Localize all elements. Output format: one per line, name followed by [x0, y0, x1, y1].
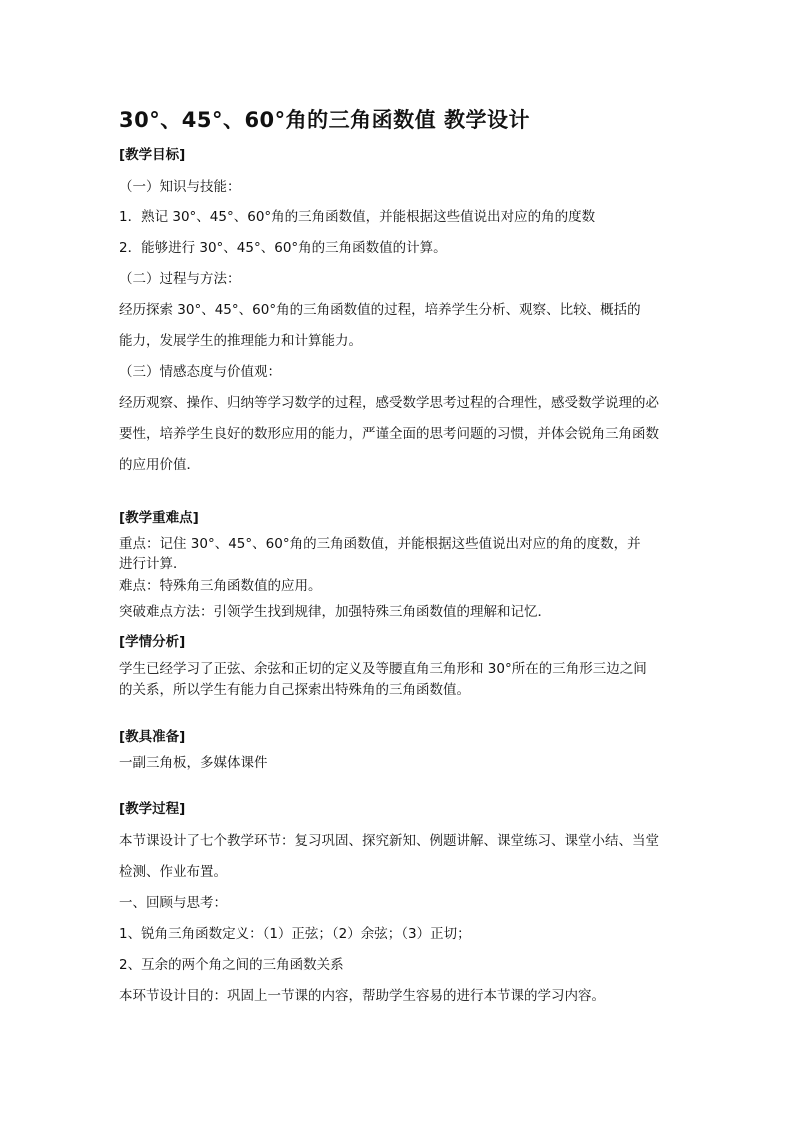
tools-line-1: 一副三角板，多媒体课件	[119, 755, 268, 771]
process-line-2: 检测、作业布置。	[119, 864, 227, 880]
goal1-item-2: 2．能够进行 30°、45°、60°角的三角函数值的计算。	[119, 240, 447, 256]
process-heading: [教学过程]	[119, 801, 186, 817]
goal3-heading: （三）情感态度与价值观：	[119, 364, 281, 380]
analysis-line-1: 学生已经学习了正弦、余弦和正切的定义及等腰直角三角形和 30°所在的三角形三边之间	[119, 661, 647, 677]
goal2-paragraph-line-1: 经历探索 30°、45°、60°角的三角函数值的过程，培养学生分析、观察、比较、概括的	[119, 302, 641, 318]
key-points-line-4: 突破难点方法：引领学生找到规律，加强特殊三角函数值的理解和记忆．	[119, 604, 551, 620]
key-points-heading: [教学重难点]	[119, 510, 199, 526]
goal1-item-1: 1．熟记 30°、45°、60°角的三角函数值，并能根据这些值说出对应的角的度数	[119, 209, 596, 225]
key-points-line-3: 难点：特殊角三角函数值的应用。	[119, 578, 322, 594]
review-item-1: 1、锐角三角函数定义：（1）正弦；（2）余弦；（3）正切；	[119, 926, 471, 942]
goal1-heading: （一）知识与技能：	[119, 179, 241, 195]
goal3-paragraph-line-2: 要性，培养学生良好的数形应用的能力，严谨全面的思考问题的习惯，并体会锐角三角函数	[119, 426, 659, 442]
goal2-heading: （二）过程与方法：	[119, 271, 241, 287]
key-points-line-1: 重点：记住 30°、45°、60°角的三角函数值，并能根据这些值说出对应的角的度数，并	[119, 536, 641, 552]
goal2-paragraph-line-2: 能力，发展学生的推理能力和计算能力。	[119, 333, 362, 349]
key-points-line-2: 进行计算．	[119, 556, 187, 572]
tools-heading: [教具准备]	[119, 729, 186, 745]
review-heading: 一、回顾与思考：	[119, 895, 227, 911]
goals-heading: [教学目标]	[119, 147, 186, 163]
analysis-heading: [学情分析]	[119, 634, 186, 650]
review-purpose: 本环节设计目的：巩固上一节课的内容，帮助学生容易的进行本节课的学习内容。	[119, 988, 605, 1004]
page-title: 30°、45°、60°角的三角函数值 教学设计	[119, 108, 530, 132]
process-line-1: 本节课设计了七个教学环节：复习巩固、探究新知、例题讲解、课堂练习、课堂小结、当堂	[119, 833, 659, 849]
goal3-paragraph-line-1: 经历观察、操作、归纳等学习数学的过程，感受数学思考过程的合理性，感受数学说理的必	[119, 395, 659, 411]
review-item-2: 2、互余的两个角之间的三角函数关系	[119, 957, 344, 973]
goal3-paragraph-line-3: 的应用价值．	[119, 457, 200, 473]
analysis-line-2: 的关系，所以学生有能力自己探索出特殊角的三角函数值。	[119, 682, 470, 698]
